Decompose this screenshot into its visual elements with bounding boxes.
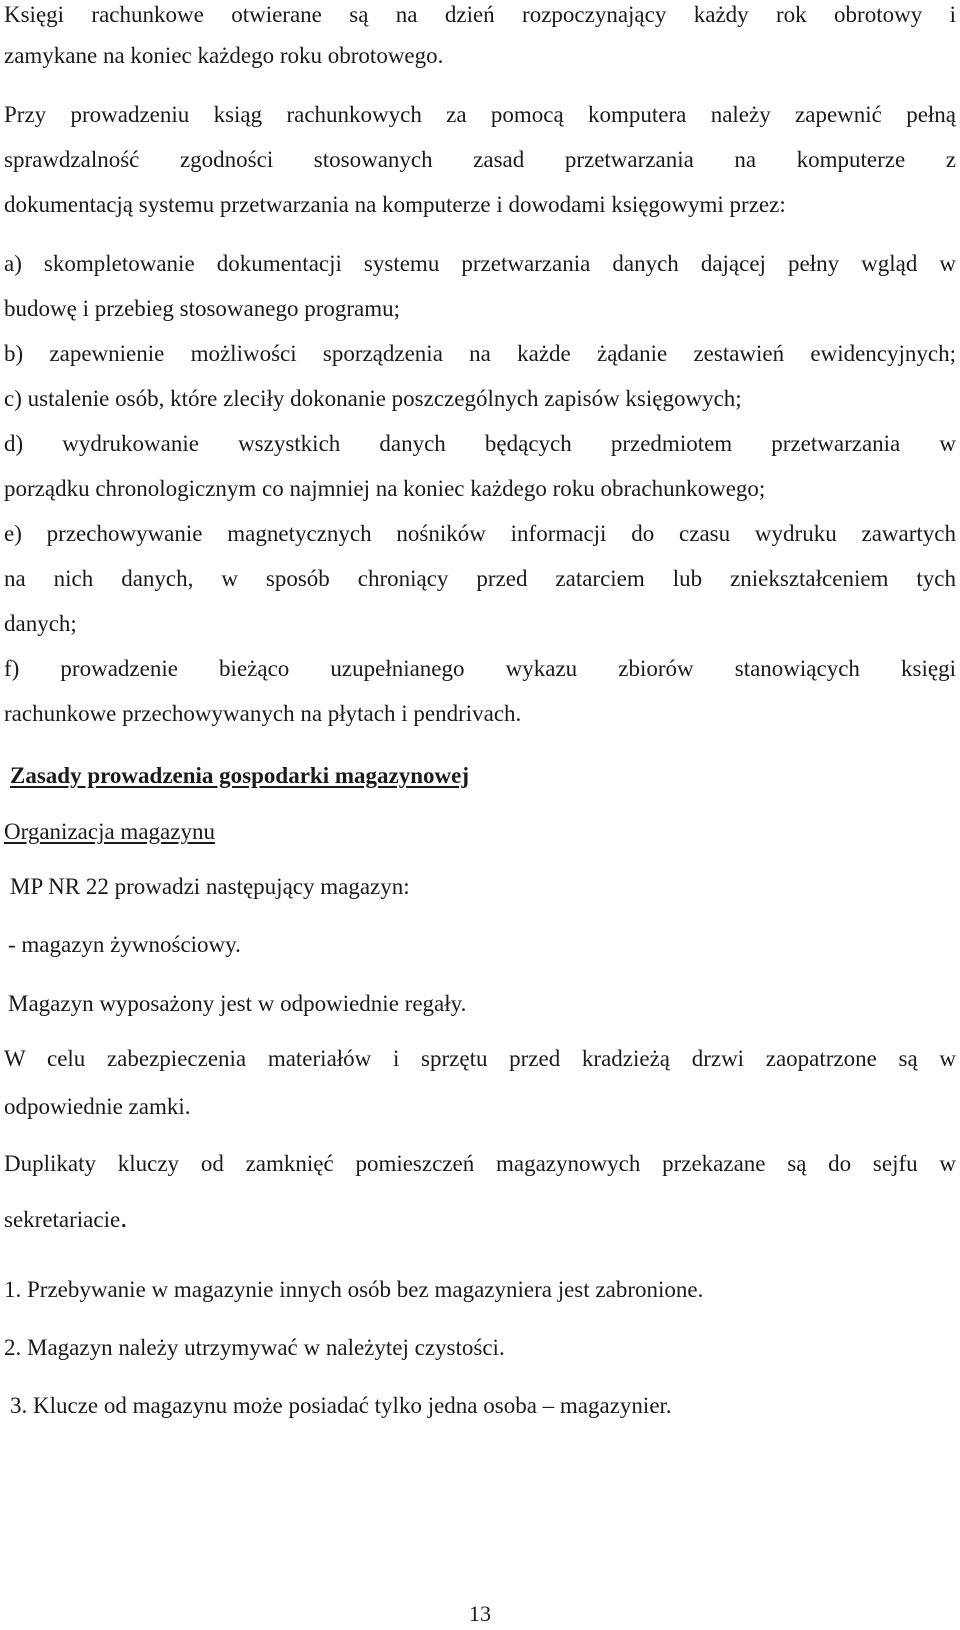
list-item-e: e) przechowywanie magnetycznych nośników informacji do czasu wydruku zawartych	[4, 521, 956, 546]
rule-item: 1. Przebywanie w magazynie innych osób bez magazyniera jest zabronione.	[4, 1277, 704, 1302]
subheading	[4, 817, 956, 847]
list-item-c: c) ustalenie osób, które zleciły dokonanie poszczególnych zapisów księgowych;	[4, 386, 742, 411]
paragraph-line: Duplikaty kluczy od zamknięć pomieszczeń magazynowych przekazane są do sejfu w	[4, 1151, 956, 1176]
section-heading	[10, 761, 956, 791]
list-item-e-cont: na nich danych, w sposób chroniący przed zatarciem lub zniekształceniem tych	[4, 566, 956, 591]
paragraph-text: sekretariacie	[4, 1207, 121, 1232]
list-item-b: b) zapewnienie możliwości sporządzenia na każde żądanie zestawień ewidencyjnych;	[4, 341, 956, 366]
paragraph-line: zamykane na koniec każdego roku obrotowego.	[4, 43, 444, 68]
list-item-f-cont: rachunkowe przechowywanych na płytach i pendrivach.	[4, 701, 522, 726]
list-item-d: d) wydrukowanie wszystkich danych będących przedmiotem przetwarzania w	[4, 431, 956, 456]
rule-item: 3. Klucze od magazynu może posiadać tylko jedna osoba – magazynier.	[10, 1393, 672, 1418]
paragraph-line	[4, 1204, 956, 1235]
warehouse-line: MP NR 22 prowadzi następujący magazyn:	[10, 874, 410, 899]
list-item-d-cont: porządku chronologicznym co najmniej na koniec każdego roku obrachunkowego;	[4, 476, 766, 501]
list-item-f: f) prowadzenie bieżąco uzupełnianego wykazu zbiorów stanowiących księgi	[4, 656, 956, 681]
section-heading-text: Zasady prowadzenia gospodarki magazynowej	[10, 763, 469, 788]
subheading-text: Organizacja magazynu	[4, 819, 215, 844]
paragraph-line: odpowiednie zamki.	[4, 1094, 191, 1119]
warehouse-line: - magazyn żywnościowy.	[8, 932, 241, 957]
page-number: 13	[469, 1601, 491, 1626]
rule-item: 2. Magazyn należy utrzymywać w należytej czystości.	[4, 1335, 505, 1360]
list-item-e-cont: danych;	[4, 611, 77, 636]
sentence-period: .	[120, 1203, 128, 1234]
paragraph-line: Księgi rachunkowe otwierane są na dzień rozpoczynający każdy rok obrotowy i	[4, 2, 956, 27]
paragraph-line: dokumentacją systemu przetwarzania na komputerze i dowodami księgowymi przez:	[4, 192, 786, 217]
paragraph-line: sprawdzalność zgodności stosowanych zasad przetwarzania na komputerze z	[4, 147, 956, 172]
warehouse-line: Magazyn wyposażony jest w odpowiednie regały.	[8, 991, 467, 1016]
list-item-a: a) skompletowanie dokumentacji systemu przetwarzania danych dającej pełny wgląd w	[4, 251, 956, 276]
paragraph-line: W celu zabezpieczenia materiałów i sprzętu przed kradzieżą drzwi zaopatrzone są w	[4, 1046, 956, 1071]
paragraph-line: Przy prowadzeniu ksiąg rachunkowych za pomocą komputera należy zapewnić pełną	[4, 102, 956, 127]
list-item-a-cont: budowę i przebieg stosowanego programu;	[4, 296, 401, 321]
